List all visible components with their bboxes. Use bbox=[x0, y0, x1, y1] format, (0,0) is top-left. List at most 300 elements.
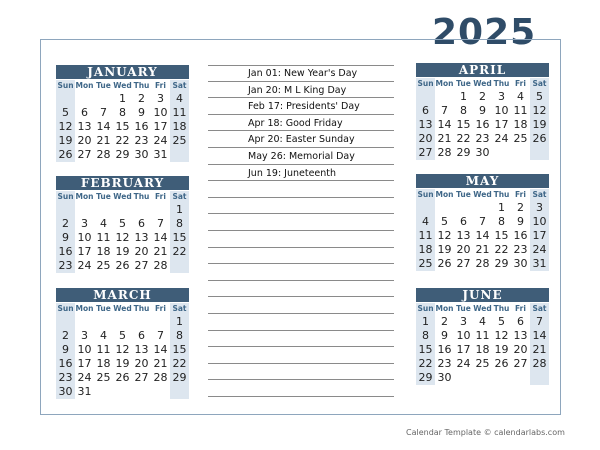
day-cell: 26 bbox=[115, 371, 130, 384]
weekday-header: Fri bbox=[155, 304, 166, 313]
day-cell: 13 bbox=[134, 343, 149, 356]
day-cell: 2 bbox=[56, 329, 75, 343]
day-cell: 4 bbox=[100, 329, 107, 342]
weekday-header: Sun bbox=[57, 192, 74, 201]
day-cell: 21 bbox=[153, 245, 168, 258]
empty-day-cell bbox=[132, 315, 151, 329]
weekday-header-row bbox=[416, 78, 549, 90]
empty-day-cell bbox=[492, 146, 511, 160]
day-cell: 3 bbox=[460, 315, 467, 328]
day-cell: 20 bbox=[77, 134, 92, 147]
day-cell: 3 bbox=[530, 201, 549, 215]
day-cell: 13 bbox=[134, 231, 149, 244]
day-cell: 18 bbox=[170, 120, 189, 134]
day-cell: 17 bbox=[530, 229, 549, 243]
weekday-header: Fri bbox=[515, 79, 526, 88]
day-cell: 23 bbox=[513, 243, 528, 256]
note-line bbox=[208, 231, 394, 248]
day-cell: 8 bbox=[170, 217, 189, 231]
empty-day-cell bbox=[151, 385, 170, 399]
day-cell: 18 bbox=[475, 343, 490, 356]
day-cell: 17 bbox=[456, 343, 471, 356]
weekday-header: Mon bbox=[435, 79, 454, 88]
day-cell: 13 bbox=[513, 329, 528, 342]
note-line bbox=[208, 331, 394, 348]
weekday-header-row bbox=[56, 80, 189, 92]
empty-day-cell bbox=[94, 385, 113, 399]
day-cell: 26 bbox=[56, 148, 75, 162]
day-cell: 28 bbox=[437, 146, 452, 159]
day-cell: 21 bbox=[475, 243, 490, 256]
weekday-header: Fri bbox=[155, 81, 166, 90]
day-cell: 8 bbox=[119, 106, 126, 119]
day-cell: 29 bbox=[456, 146, 471, 159]
day-cell: 11 bbox=[96, 343, 111, 356]
day-cell: 28 bbox=[96, 148, 111, 161]
day-cell: 14 bbox=[153, 231, 168, 244]
day-cell: 4 bbox=[170, 92, 189, 106]
weekday-header: Sat bbox=[530, 78, 549, 90]
day-cell: 26 bbox=[530, 132, 549, 146]
day-cell: 19 bbox=[437, 243, 452, 256]
day-cell: 30 bbox=[437, 371, 452, 384]
weekday-header-row bbox=[416, 189, 549, 201]
day-grid bbox=[416, 201, 549, 271]
weekday-header: Tue bbox=[456, 304, 471, 313]
weekday-header: Tue bbox=[96, 192, 111, 201]
day-cell: 23 bbox=[56, 259, 75, 273]
day-cell: 22 bbox=[170, 245, 189, 259]
weekday-header: Wed bbox=[113, 304, 132, 313]
day-cell: 23 bbox=[56, 371, 75, 385]
empty-day-cell bbox=[454, 371, 473, 385]
weekday-header: Thu bbox=[133, 304, 150, 313]
day-cell: 7 bbox=[479, 215, 486, 228]
weekday-header: Sun bbox=[417, 190, 434, 199]
day-grid bbox=[56, 203, 189, 273]
month-march bbox=[56, 288, 189, 399]
empty-day-cell bbox=[56, 92, 75, 106]
day-cell: 1 bbox=[498, 201, 505, 214]
day-cell: 14 bbox=[96, 120, 111, 133]
day-cell: 14 bbox=[437, 118, 452, 131]
day-cell: 14 bbox=[475, 229, 490, 242]
weekday-header: Tue bbox=[456, 79, 471, 88]
day-cell: 2 bbox=[479, 90, 486, 103]
empty-day-cell bbox=[454, 201, 473, 215]
day-cell: 20 bbox=[456, 243, 471, 256]
day-cell: 12 bbox=[56, 120, 75, 134]
day-cell: 25 bbox=[475, 357, 490, 370]
day-cell: 25 bbox=[416, 257, 435, 271]
empty-day-cell bbox=[94, 203, 113, 217]
day-cell: 16 bbox=[437, 343, 452, 356]
footer-credit: Calendar Template © calendarlabs.com bbox=[406, 428, 565, 437]
day-cell: 2 bbox=[138, 92, 145, 105]
day-cell: 19 bbox=[115, 357, 130, 370]
holiday-entry: Jan 01: New Year's Day bbox=[248, 68, 358, 79]
day-cell: 30 bbox=[134, 148, 149, 161]
day-cell: 9 bbox=[56, 343, 75, 357]
day-cell: 4 bbox=[100, 217, 107, 230]
day-cell: 12 bbox=[115, 343, 130, 356]
day-cell: 27 bbox=[134, 371, 149, 384]
day-cell: 10 bbox=[530, 215, 549, 229]
day-cell: 7 bbox=[530, 315, 549, 329]
day-cell: 24 bbox=[77, 259, 92, 272]
day-cell: 18 bbox=[513, 118, 528, 131]
day-cell: 26 bbox=[437, 257, 452, 270]
note-line bbox=[208, 264, 394, 281]
empty-day-cell bbox=[416, 201, 435, 215]
weekday-header: Wed bbox=[473, 190, 492, 199]
empty-day-cell bbox=[170, 259, 189, 273]
day-cell: 8 bbox=[170, 329, 189, 343]
weekday-header-row bbox=[416, 303, 549, 315]
empty-day-cell bbox=[511, 371, 530, 385]
day-cell: 7 bbox=[157, 329, 164, 342]
month-title: JUNE bbox=[416, 288, 549, 302]
day-cell: 10 bbox=[77, 231, 92, 244]
day-cell: 27 bbox=[134, 259, 149, 272]
weekday-header: Fri bbox=[515, 304, 526, 313]
weekday-header: Thu bbox=[133, 81, 150, 90]
weekday-header: Thu bbox=[133, 192, 150, 201]
day-cell: 25 bbox=[96, 259, 111, 272]
day-cell: 24 bbox=[77, 371, 92, 384]
month-may bbox=[416, 174, 549, 271]
weekday-header: Tue bbox=[96, 304, 111, 313]
day-cell: 30 bbox=[56, 385, 75, 399]
day-cell: 10 bbox=[456, 329, 471, 342]
day-cell: 30 bbox=[513, 257, 528, 270]
day-cell: 4 bbox=[416, 215, 435, 229]
day-cell: 5 bbox=[56, 106, 75, 120]
month-june bbox=[416, 288, 549, 385]
day-cell: 16 bbox=[56, 357, 75, 371]
day-cell: 9 bbox=[138, 106, 145, 119]
day-cell: 9 bbox=[517, 215, 524, 228]
month-title: APRIL bbox=[416, 63, 549, 77]
day-cell: 30 bbox=[475, 146, 490, 159]
day-cell: 3 bbox=[157, 92, 164, 105]
holiday-entry: Jun 19: Juneteenth bbox=[248, 167, 337, 179]
day-cell: 18 bbox=[96, 245, 111, 258]
note-line bbox=[208, 297, 394, 314]
day-cell: 14 bbox=[153, 343, 168, 356]
weekday-header: Wed bbox=[113, 81, 132, 90]
empty-day-cell bbox=[75, 92, 94, 106]
empty-day-cell bbox=[113, 203, 132, 217]
day-cell: 22 bbox=[494, 243, 509, 256]
empty-day-cell bbox=[56, 315, 75, 329]
day-cell: 9 bbox=[479, 104, 486, 117]
day-cell: 5 bbox=[119, 329, 126, 342]
day-cell: 22 bbox=[456, 132, 471, 145]
day-cell: 28 bbox=[153, 259, 168, 272]
day-cell: 6 bbox=[138, 329, 145, 342]
day-cell: 21 bbox=[437, 132, 452, 145]
day-cell: 15 bbox=[456, 118, 471, 131]
day-cell: 6 bbox=[416, 104, 435, 118]
weekday-header: Mon bbox=[75, 304, 94, 313]
note-line bbox=[208, 347, 394, 364]
weekday-header: Sat bbox=[530, 303, 549, 315]
day-cell: 1 bbox=[119, 92, 126, 105]
day-cell: 5 bbox=[441, 215, 448, 228]
day-cell: 29 bbox=[494, 257, 509, 270]
day-cell: 15 bbox=[115, 120, 130, 133]
weekday-header: Wed bbox=[113, 192, 132, 201]
day-cell: 21 bbox=[530, 343, 549, 357]
day-cell: 31 bbox=[153, 148, 168, 161]
month-title: MARCH bbox=[56, 288, 189, 302]
day-cell: 4 bbox=[479, 315, 486, 328]
empty-day-cell bbox=[530, 371, 549, 385]
weekday-header: Sat bbox=[170, 80, 189, 92]
day-cell: 1 bbox=[170, 203, 189, 217]
empty-day-cell bbox=[56, 203, 75, 217]
empty-day-cell bbox=[170, 385, 189, 399]
empty-day-cell bbox=[170, 148, 189, 162]
empty-day-cell bbox=[132, 385, 151, 399]
day-grid bbox=[416, 315, 549, 385]
day-cell: 3 bbox=[81, 329, 88, 342]
day-cell: 24 bbox=[153, 134, 168, 147]
day-cell: 5 bbox=[119, 217, 126, 230]
day-cell: 13 bbox=[416, 118, 435, 132]
holiday-entry: May 26: Memorial Day bbox=[248, 151, 355, 162]
day-cell: 5 bbox=[530, 90, 549, 104]
weekday-header: Sat bbox=[170, 303, 189, 315]
day-cell: 9 bbox=[56, 231, 75, 245]
weekday-header: Sat bbox=[530, 189, 549, 201]
month-title: MAY bbox=[416, 174, 549, 188]
day-cell: 13 bbox=[456, 229, 471, 242]
day-cell: 11 bbox=[170, 106, 189, 120]
weekday-header: Fri bbox=[155, 192, 166, 201]
day-cell: 20 bbox=[134, 357, 149, 370]
day-cell: 22 bbox=[115, 134, 130, 147]
weekday-header: Mon bbox=[435, 190, 454, 199]
empty-day-cell bbox=[75, 315, 94, 329]
day-cell: 21 bbox=[153, 357, 168, 370]
day-cell: 27 bbox=[456, 257, 471, 270]
weekday-header: Sun bbox=[57, 304, 74, 313]
month-title: JANUARY bbox=[56, 65, 189, 79]
day-cell: 6 bbox=[81, 106, 88, 119]
day-cell: 18 bbox=[96, 357, 111, 370]
month-january bbox=[56, 65, 189, 162]
day-cell: 12 bbox=[115, 231, 130, 244]
day-cell: 25 bbox=[513, 132, 528, 145]
holiday-entry: Feb 17: Presidents' Day bbox=[248, 101, 360, 113]
day-cell: 15 bbox=[416, 343, 435, 357]
day-cell: 15 bbox=[170, 343, 189, 357]
month-february bbox=[56, 176, 189, 273]
weekday-header-row bbox=[56, 191, 189, 203]
empty-day-cell bbox=[435, 201, 454, 215]
day-cell: 11 bbox=[475, 329, 490, 342]
note-line bbox=[208, 314, 394, 331]
day-cell: 1 bbox=[170, 315, 189, 329]
empty-day-cell bbox=[75, 203, 94, 217]
day-cell: 27 bbox=[513, 357, 528, 370]
day-cell: 20 bbox=[513, 343, 528, 356]
weekday-header: Mon bbox=[75, 81, 94, 90]
day-cell: 9 bbox=[441, 329, 448, 342]
weekday-header: Fri bbox=[515, 190, 526, 199]
weekday-header: Thu bbox=[493, 304, 510, 313]
weekday-header: Wed bbox=[473, 304, 492, 313]
day-cell: 17 bbox=[77, 357, 92, 370]
holiday-entry: Apr 20: Easter Sunday bbox=[248, 134, 355, 146]
day-cell: 3 bbox=[81, 217, 88, 230]
empty-day-cell bbox=[151, 315, 170, 329]
day-cell: 16 bbox=[134, 120, 149, 133]
weekday-header: Tue bbox=[456, 190, 471, 199]
empty-day-cell bbox=[113, 315, 132, 329]
note-line bbox=[208, 380, 394, 397]
month-april bbox=[416, 63, 549, 160]
day-grid bbox=[56, 315, 189, 399]
day-cell: 19 bbox=[530, 118, 549, 132]
weekday-header: Sun bbox=[417, 304, 434, 313]
day-cell: 27 bbox=[77, 148, 92, 161]
month-title: FEBRUARY bbox=[56, 176, 189, 190]
day-cell: 31 bbox=[530, 257, 549, 271]
day-cell: 22 bbox=[170, 357, 189, 371]
day-cell: 5 bbox=[498, 315, 505, 328]
empty-day-cell bbox=[151, 203, 170, 217]
empty-day-cell bbox=[94, 315, 113, 329]
day-grid bbox=[56, 92, 189, 162]
day-cell: 19 bbox=[56, 134, 75, 148]
day-cell: 28 bbox=[475, 257, 490, 270]
weekday-header: Sat bbox=[170, 191, 189, 203]
day-cell: 23 bbox=[475, 132, 490, 145]
day-cell: 24 bbox=[456, 357, 471, 370]
day-cell: 11 bbox=[513, 104, 528, 117]
day-cell: 16 bbox=[475, 118, 490, 131]
day-cell: 29 bbox=[416, 371, 435, 385]
day-cell: 12 bbox=[437, 229, 452, 242]
day-cell: 6 bbox=[138, 217, 145, 230]
empty-day-cell bbox=[132, 203, 151, 217]
day-cell: 12 bbox=[494, 329, 509, 342]
note-line bbox=[208, 181, 394, 198]
weekday-header: Thu bbox=[493, 190, 510, 199]
weekday-header: Mon bbox=[75, 192, 94, 201]
day-cell: 7 bbox=[441, 104, 448, 117]
day-cell: 24 bbox=[530, 243, 549, 257]
day-cell: 23 bbox=[134, 134, 149, 147]
empty-day-cell bbox=[113, 385, 132, 399]
day-cell: 1 bbox=[460, 90, 467, 103]
day-cell: 15 bbox=[494, 229, 509, 242]
day-cell: 17 bbox=[153, 120, 168, 133]
note-line bbox=[208, 281, 394, 298]
day-cell: 27 bbox=[416, 146, 435, 160]
day-cell: 20 bbox=[416, 132, 435, 146]
day-cell: 11 bbox=[416, 229, 435, 243]
weekday-header-row bbox=[56, 303, 189, 315]
day-cell: 24 bbox=[494, 132, 509, 145]
empty-day-cell bbox=[473, 201, 492, 215]
empty-day-cell bbox=[435, 90, 454, 104]
day-cell: 10 bbox=[153, 106, 168, 119]
day-cell: 15 bbox=[170, 231, 189, 245]
weekday-header: Mon bbox=[435, 304, 454, 313]
weekday-header: Wed bbox=[473, 79, 492, 88]
day-cell: 26 bbox=[115, 259, 130, 272]
day-cell: 31 bbox=[77, 385, 92, 398]
day-cell: 16 bbox=[513, 229, 528, 242]
day-cell: 16 bbox=[56, 245, 75, 259]
day-cell: 2 bbox=[517, 201, 524, 214]
day-cell: 1 bbox=[416, 315, 435, 329]
weekday-header: Thu bbox=[493, 79, 510, 88]
day-cell: 17 bbox=[77, 245, 92, 258]
day-cell: 10 bbox=[77, 343, 92, 356]
day-cell: 13 bbox=[77, 120, 92, 133]
empty-day-cell bbox=[94, 92, 113, 106]
empty-day-cell bbox=[530, 146, 549, 160]
day-cell: 2 bbox=[56, 217, 75, 231]
day-cell: 29 bbox=[170, 371, 189, 385]
day-cell: 20 bbox=[134, 245, 149, 258]
weekday-header: Tue bbox=[96, 81, 111, 90]
empty-day-cell bbox=[473, 371, 492, 385]
day-cell: 28 bbox=[530, 357, 549, 371]
day-cell: 26 bbox=[494, 357, 509, 370]
day-cell: 29 bbox=[115, 148, 130, 161]
day-cell: 6 bbox=[517, 315, 524, 328]
day-cell: 4 bbox=[517, 90, 524, 103]
day-cell: 19 bbox=[494, 343, 509, 356]
note-line bbox=[208, 214, 394, 231]
holiday-entry: Jan 20: M L King Day bbox=[248, 84, 347, 96]
day-cell: 28 bbox=[153, 371, 168, 384]
holiday-list bbox=[208, 65, 394, 397]
weekday-header: Sun bbox=[417, 79, 434, 88]
holiday-entry: Apr 18: Good Friday bbox=[248, 117, 343, 129]
day-grid bbox=[416, 90, 549, 160]
day-cell: 18 bbox=[416, 243, 435, 257]
day-cell: 25 bbox=[96, 371, 111, 384]
day-cell: 7 bbox=[157, 217, 164, 230]
note-line bbox=[208, 364, 394, 381]
day-cell: 7 bbox=[100, 106, 107, 119]
year-title: 2025 bbox=[432, 12, 537, 53]
day-cell: 11 bbox=[96, 231, 111, 244]
note-line bbox=[208, 198, 394, 215]
day-cell: 25 bbox=[170, 134, 189, 148]
day-cell: 10 bbox=[494, 104, 509, 117]
day-cell: 8 bbox=[460, 104, 467, 117]
day-cell: 14 bbox=[530, 329, 549, 343]
day-cell: 8 bbox=[498, 215, 505, 228]
day-cell: 17 bbox=[494, 118, 509, 131]
day-cell: 23 bbox=[437, 357, 452, 370]
day-cell: 2 bbox=[441, 315, 448, 328]
day-cell: 8 bbox=[416, 329, 435, 343]
day-cell: 21 bbox=[96, 134, 111, 147]
day-cell: 19 bbox=[115, 245, 130, 258]
day-cell: 3 bbox=[498, 90, 505, 103]
note-line bbox=[208, 248, 394, 265]
empty-day-cell bbox=[416, 90, 435, 104]
